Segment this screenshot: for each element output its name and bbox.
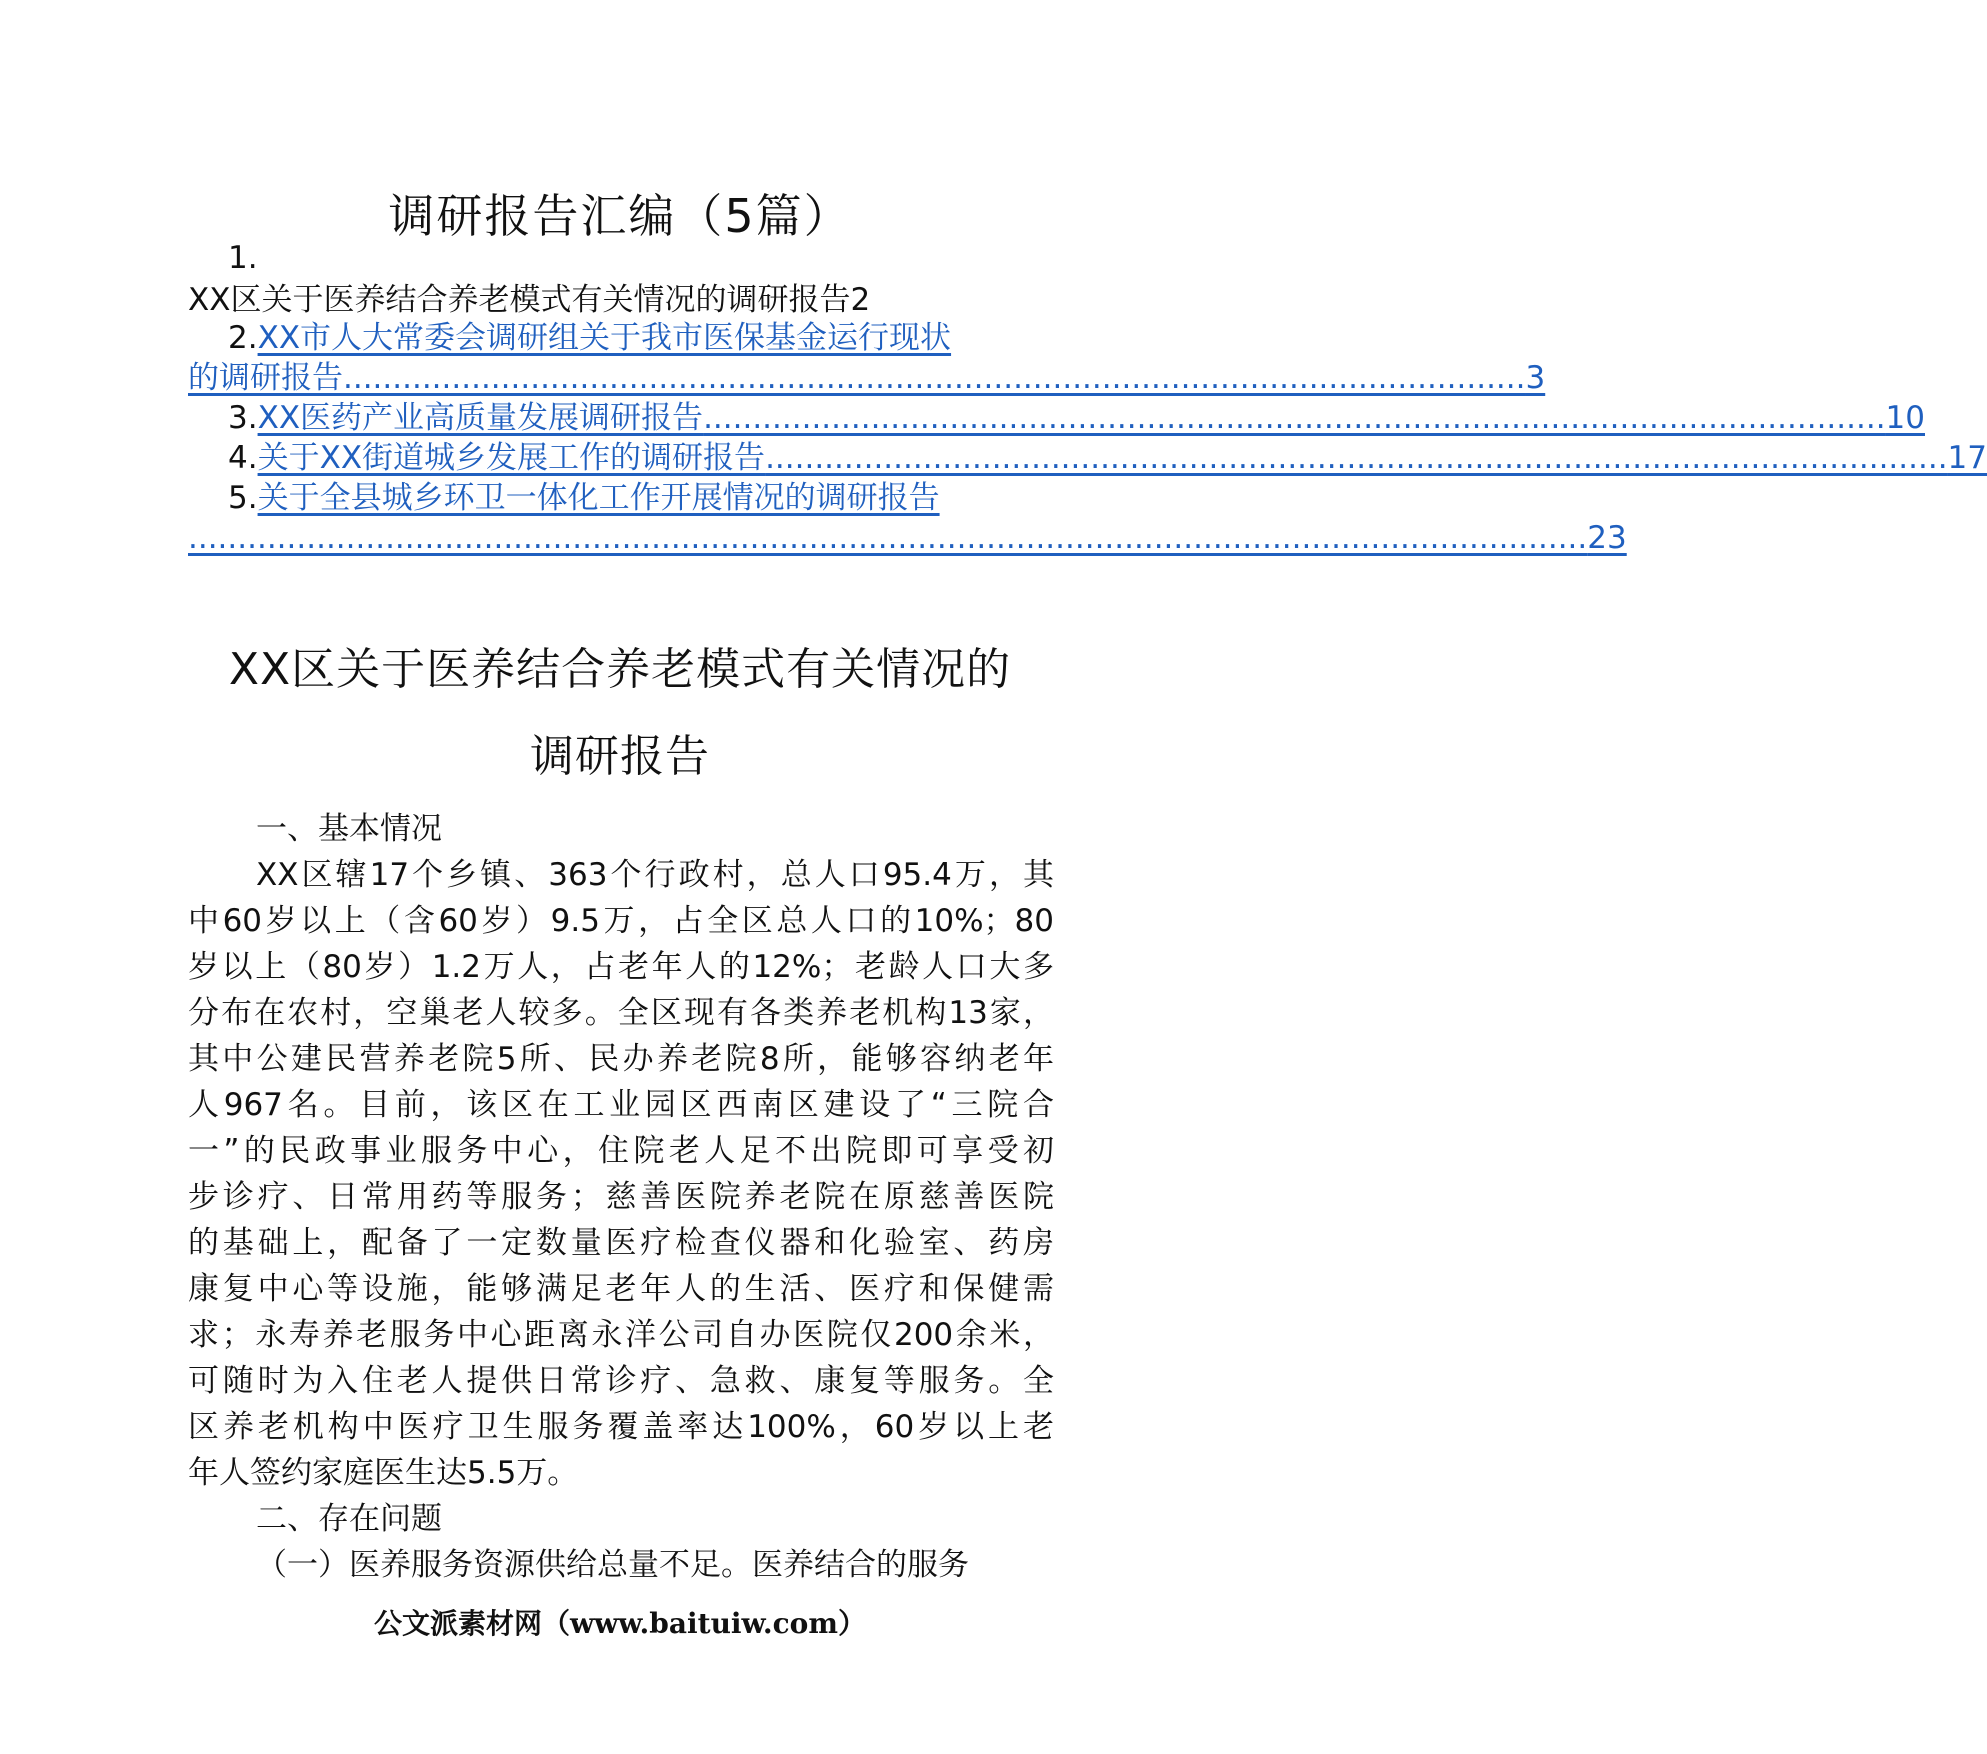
- paragraph-line: 其中公建民营养老院5所、民办养老院8所，能够容纳老年: [188, 1041, 1054, 1077]
- paragraph-line: 步诊疗、日常用药等服务；慈善医院养老院在原慈善医院: [188, 1179, 1054, 1215]
- toc-item-5-page[interactable]: 23: [1587, 520, 1627, 556]
- heading-existing-problems: 二、存在问题: [256, 1501, 442, 1537]
- toc-item-4-number: 4.: [228, 440, 258, 476]
- heading-basic-situation: 一、基本情况: [256, 811, 442, 847]
- paragraph-line: 人967名。目前，该区在工业园区西南区建设了“三院合: [188, 1087, 1054, 1123]
- toc-item-2-link[interactable]: XX市人大常委会调研组关于我市医保基金运行现状: [257, 320, 952, 356]
- toc-item-2-number: 2.: [228, 320, 258, 356]
- toc-item-3-number: 3.: [228, 400, 258, 436]
- paragraph-line: 康复中心等设施，能够满足老年人的生活、医疗和保健需: [188, 1271, 1054, 1307]
- toc-item-3-page[interactable]: 10: [1885, 400, 1925, 436]
- toc-item-5-leader: ..............................................................................................................................................: [188, 520, 1588, 556]
- toc-item-3-link[interactable]: XX医药产业高质量发展调研报告: [257, 400, 704, 436]
- toc-item-1-text: XX区关于医养结合养老模式有关情况的调研报告2: [188, 282, 871, 318]
- footer-watermark: 公文派素材网（www.baituiw.com）: [374, 1607, 866, 1640]
- toc-item-2-page[interactable]: 3: [1525, 360, 1546, 396]
- toc-item-4[interactable]: [228, 436, 1987, 480]
- document-title: 调研报告汇编（5篇）: [388, 189, 852, 243]
- section-title-line-1: XX区关于医养结合养老模式有关情况的: [228, 644, 1012, 695]
- paragraph-line: 岁以上（80岁）1.2万人，占老年人的12%；老龄人口大多: [188, 949, 1054, 985]
- toc-item-1-number: 1.: [228, 240, 258, 276]
- paragraph-line: 一”的民政事业服务中心，住院老人足不出院即可享受初: [188, 1133, 1054, 1169]
- toc-item-5-continuation[interactable]: [188, 516, 1627, 560]
- toc-item-2[interactable]: [228, 316, 1094, 360]
- toc-item-2-leader: ........................................................................................................................: [343, 360, 1526, 396]
- section-title-line-2: 调研报告: [530, 731, 710, 782]
- paragraph-line: 可随时为入住老人提供日常诊疗、急救、康复等服务。全: [188, 1363, 1054, 1399]
- toc-item-2-continuation[interactable]: [188, 356, 1546, 400]
- paragraph-line: 年人签约家庭医生达5.5万。: [188, 1455, 579, 1491]
- paragraph-line: 中60岁以上（含60岁）9.5万，占全区总人口的10%；80: [188, 903, 1054, 939]
- paragraph-line: XX区辖17个乡镇、363个行政村，总人口95.4万，其: [256, 857, 1054, 893]
- toc-item-4-leader: ........................................................................................................................: [765, 440, 1948, 476]
- toc-item-5-link[interactable]: 关于全县城乡环卫一体化工作开展情况的调研报告: [257, 480, 940, 516]
- toc-item-5-number: 5.: [228, 480, 258, 516]
- toc-item-5[interactable]: [228, 476, 1094, 520]
- toc-item-3[interactable]: [228, 396, 1925, 440]
- toc-item-2-link-cont[interactable]: 的调研报告: [188, 360, 343, 396]
- paragraph-line: 分布在农村，空巢老人较多。全区现有各类养老机构13家，: [188, 995, 1054, 1031]
- toc-item-4-page[interactable]: 17: [1947, 440, 1987, 476]
- toc-item-4-link[interactable]: 关于XX街道城乡发展工作的调研报告: [257, 440, 766, 476]
- paragraph-line: 求；永寿养老服务中心距离永洋公司自办医院仅200余米，: [188, 1317, 1054, 1353]
- paragraph-line: （一）医养服务资源供给总量不足。医养结合的服务: [256, 1547, 969, 1583]
- paragraph-line: 的基础上，配备了一定数量医疗检查仪器和化验室、药房: [188, 1225, 1054, 1261]
- toc-item-3-leader: ........................................................................................................................: [703, 400, 1886, 436]
- paragraph-line: 区养老机构中医疗卫生服务覆盖率达100%，60岁以上老: [188, 1409, 1054, 1445]
